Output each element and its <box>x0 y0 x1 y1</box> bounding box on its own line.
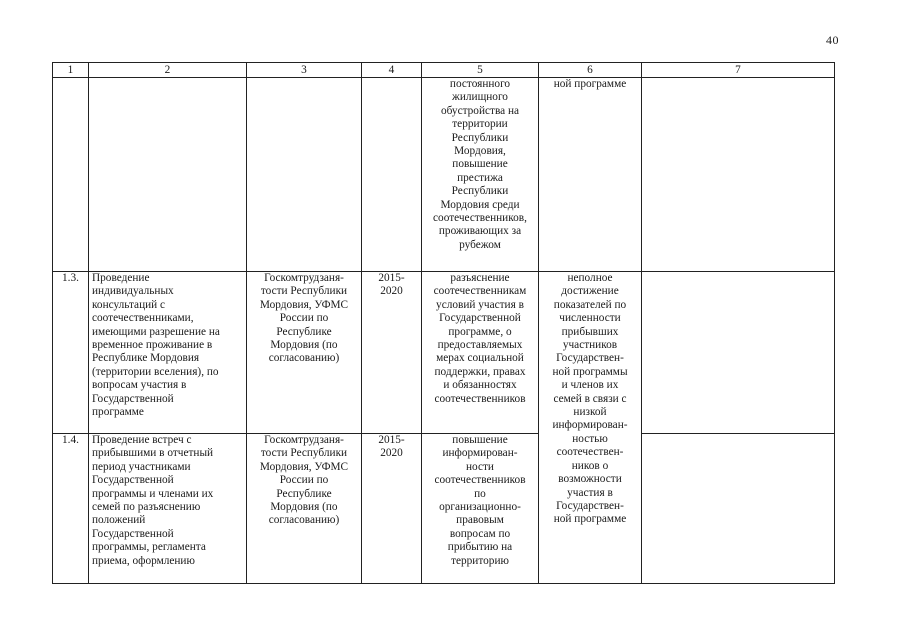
cont-col-6 <box>539 78 642 272</box>
header-col-5: 5 <box>422 63 539 78</box>
row-1-4-result-line: организационно- <box>439 501 521 514</box>
row-1-3-activity <box>89 272 247 434</box>
row-1-3-result-line: разъяснение <box>450 272 510 284</box>
row-1-3-activity-line: имеющими разрешение на <box>92 325 220 338</box>
row-1-3-executor-line: тости Республики <box>260 285 348 298</box>
row-1-3-period-line: 2015- <box>378 272 405 284</box>
consequences-line: возможности <box>558 473 622 486</box>
consequences-line: информирован- <box>552 419 628 432</box>
consequences-line: семей в связи с <box>553 392 627 405</box>
cont-col5-line: повышение <box>452 158 508 171</box>
table-row-continuation <box>53 78 835 272</box>
consequences-line: Государствен- <box>556 499 624 512</box>
row-1-3-activity-line: Проведение <box>92 272 150 284</box>
row-1-3-executor-line: Мордовия (по <box>270 339 338 352</box>
consequences-line: и членов их <box>561 379 619 392</box>
row-1-4-activity-line: программы и членами их <box>92 487 214 500</box>
row-1-3-activity-line: консультаций с <box>92 298 166 311</box>
row-1-3-executor-line: согласованию) <box>268 352 340 365</box>
row-1-3-result-line: программе, о <box>448 325 512 338</box>
row-1-3-result-line: предоставляемых <box>437 339 523 352</box>
consequences-line: участия в <box>567 486 613 499</box>
cont-col-4 <box>362 78 422 272</box>
consequences-line: ной программы <box>552 365 628 378</box>
row-1-4-result-line: повышение <box>452 434 508 446</box>
consequences-line: численности <box>559 312 621 325</box>
measures-table <box>52 62 835 584</box>
row-1-3-executor <box>247 272 362 434</box>
row-1-3-result-line: соотечественников <box>434 392 526 405</box>
row-1-3-activity-line: индивидуальных <box>92 285 174 298</box>
row-1-3-num: 1.3. <box>53 272 89 434</box>
consequences-line: ников о <box>571 459 609 472</box>
consequences-line: ной программе <box>553 513 627 526</box>
row-1-4-period-line: 2015- <box>378 434 405 446</box>
consequences-line: Государствен- <box>556 352 624 365</box>
row-1-4-activity-line: семей по разъяснению <box>92 501 201 514</box>
header-row <box>53 63 835 78</box>
cont-col5-line: Мордовия среди <box>440 198 520 211</box>
row-1-4-activity-line: период участниками <box>92 460 191 473</box>
row-1-3-activity-line: соотечественниками, <box>92 312 194 325</box>
cont-col5-line: престижа <box>457 171 503 184</box>
cont-col5-line: проживающих за <box>438 225 522 238</box>
row-1-4-result-line: вопросам по <box>449 527 511 540</box>
row-1-3-executor-line: России по <box>279 312 329 325</box>
consequences-line: показателей по <box>553 298 627 311</box>
row-1-4-activity-line: Государственной <box>92 474 174 487</box>
row-1-3-result <box>422 272 539 434</box>
row-1-3-activity-line: Республике Мордовия <box>92 352 200 365</box>
row-1-4-period-line: 2020 <box>380 447 403 460</box>
header-col-7: 7 <box>642 63 835 78</box>
row-1-3-activity-line: временное проживание в <box>92 339 213 352</box>
consequences-line: прибывших <box>561 325 619 338</box>
header-col-1: 1 <box>53 63 89 78</box>
consequences-line: участников <box>562 339 618 352</box>
row-1-4-result-line: соотечественников <box>434 474 526 487</box>
consequences-line: неполное <box>567 272 613 284</box>
cont-col-7 <box>642 78 835 272</box>
row-1-3-result-line: условий участия в <box>436 298 524 311</box>
row-1-4-result-line: по <box>474 487 486 500</box>
cont-col5-line: Республики <box>451 185 509 198</box>
merged-consequences <box>539 272 642 584</box>
cont-col-3 <box>247 78 362 272</box>
row-1-4-result-line: правовым <box>456 514 504 527</box>
header-col-3: 3 <box>247 63 362 78</box>
row-1-4-executor-line: России по <box>279 474 329 487</box>
row-1-3-executor-line: Республике <box>276 325 332 338</box>
header-col-6: 6 <box>539 63 642 78</box>
cont-col5-line: соотечественников, <box>433 212 527 225</box>
row-1-4-activity <box>89 434 247 584</box>
row-1-3-result-line: и обязанностях <box>443 379 517 392</box>
row-1-3-activity-line: программе <box>92 406 144 419</box>
row-1-3-executor-line: Мордовия, УФМС <box>259 298 349 311</box>
row-1-4-executor-line: Республике <box>276 487 332 500</box>
row-1-4-activity-line: приема, оформлению <box>92 554 195 567</box>
row-1-4-executor-line: Мордовия (по <box>270 501 338 514</box>
row-1-4-activity-line: Государственной <box>92 527 174 540</box>
row-1-4-result <box>422 434 539 584</box>
row-1-4-executor-line: согласованию) <box>268 514 340 527</box>
row-1-4-executor-line: тости Республики <box>260 447 348 460</box>
cont-col-1 <box>53 78 89 272</box>
row-1-3-result-line: поддержки, правах <box>434 365 526 378</box>
row-1-4-num: 1.4. <box>53 434 89 584</box>
page-number: 40 <box>826 33 839 47</box>
consequences-line: достижение <box>561 285 619 298</box>
row-1-4-executor-line: Госкомтрудзаня- <box>264 434 344 446</box>
row-1-3-result-line: Государственной <box>439 312 521 325</box>
row-1-3-col-7 <box>642 272 835 434</box>
row-1-3-period <box>362 272 422 434</box>
row-1-4-result-line: информирован- <box>442 447 518 460</box>
table-row-1-4 <box>53 434 835 584</box>
cont-col5-line: постоянного <box>449 78 511 90</box>
row-1-4-result-line: прибытию на <box>447 541 513 554</box>
cont-col5-line: территории <box>452 118 508 131</box>
row-1-4-activity-line: прибывшими в отчетный <box>92 447 214 460</box>
consequences-line: ностью <box>572 432 608 445</box>
row-1-3-result-line: соотечественникам <box>433 285 527 298</box>
row-1-4-activity-line: Проведение встреч с <box>92 434 192 446</box>
cont-col-2 <box>89 78 247 272</box>
row-1-4-activity-line: программы, регламента <box>92 541 206 554</box>
row-1-4-result-line: территорию <box>451 554 509 567</box>
cont-col5-line: обустройства на <box>440 104 520 117</box>
row-1-3-activity-line: (территории вселения), по <box>92 365 219 378</box>
row-1-4-executor-line: Мордовия, УФМС <box>259 460 349 473</box>
row-1-3-activity-line: вопросам участия в <box>92 379 187 392</box>
cont-col5-line: Республики <box>451 131 509 144</box>
row-1-3-executor-line: Госкомтрудзаня- <box>264 272 344 284</box>
cont-col5-line: Мордовия, <box>454 145 506 158</box>
header-col-4: 4 <box>362 63 422 78</box>
row-1-4-result-line: ности <box>466 460 494 473</box>
cont-col5-line: рубежом <box>459 238 501 251</box>
consequences-line: соотечествен- <box>556 446 624 459</box>
row-1-3-period-line: 2020 <box>380 285 403 298</box>
cont-col-5 <box>422 78 539 272</box>
row-1-3-activity-line: Государственной <box>92 392 174 405</box>
row-1-4-executor <box>247 434 362 584</box>
table-row-1-3 <box>53 272 835 434</box>
consequences-line: низкой <box>573 406 607 419</box>
row-1-3-result-line: мерах социальной <box>436 352 524 365</box>
cont-col5-line: жилищного <box>452 91 508 104</box>
row-1-4-period <box>362 434 422 584</box>
row-1-4-activity-line: положений <box>92 514 146 527</box>
cont-col6-line: ной программе <box>553 78 627 90</box>
row-1-4-col-7 <box>642 434 835 584</box>
header-col-2: 2 <box>89 63 247 78</box>
